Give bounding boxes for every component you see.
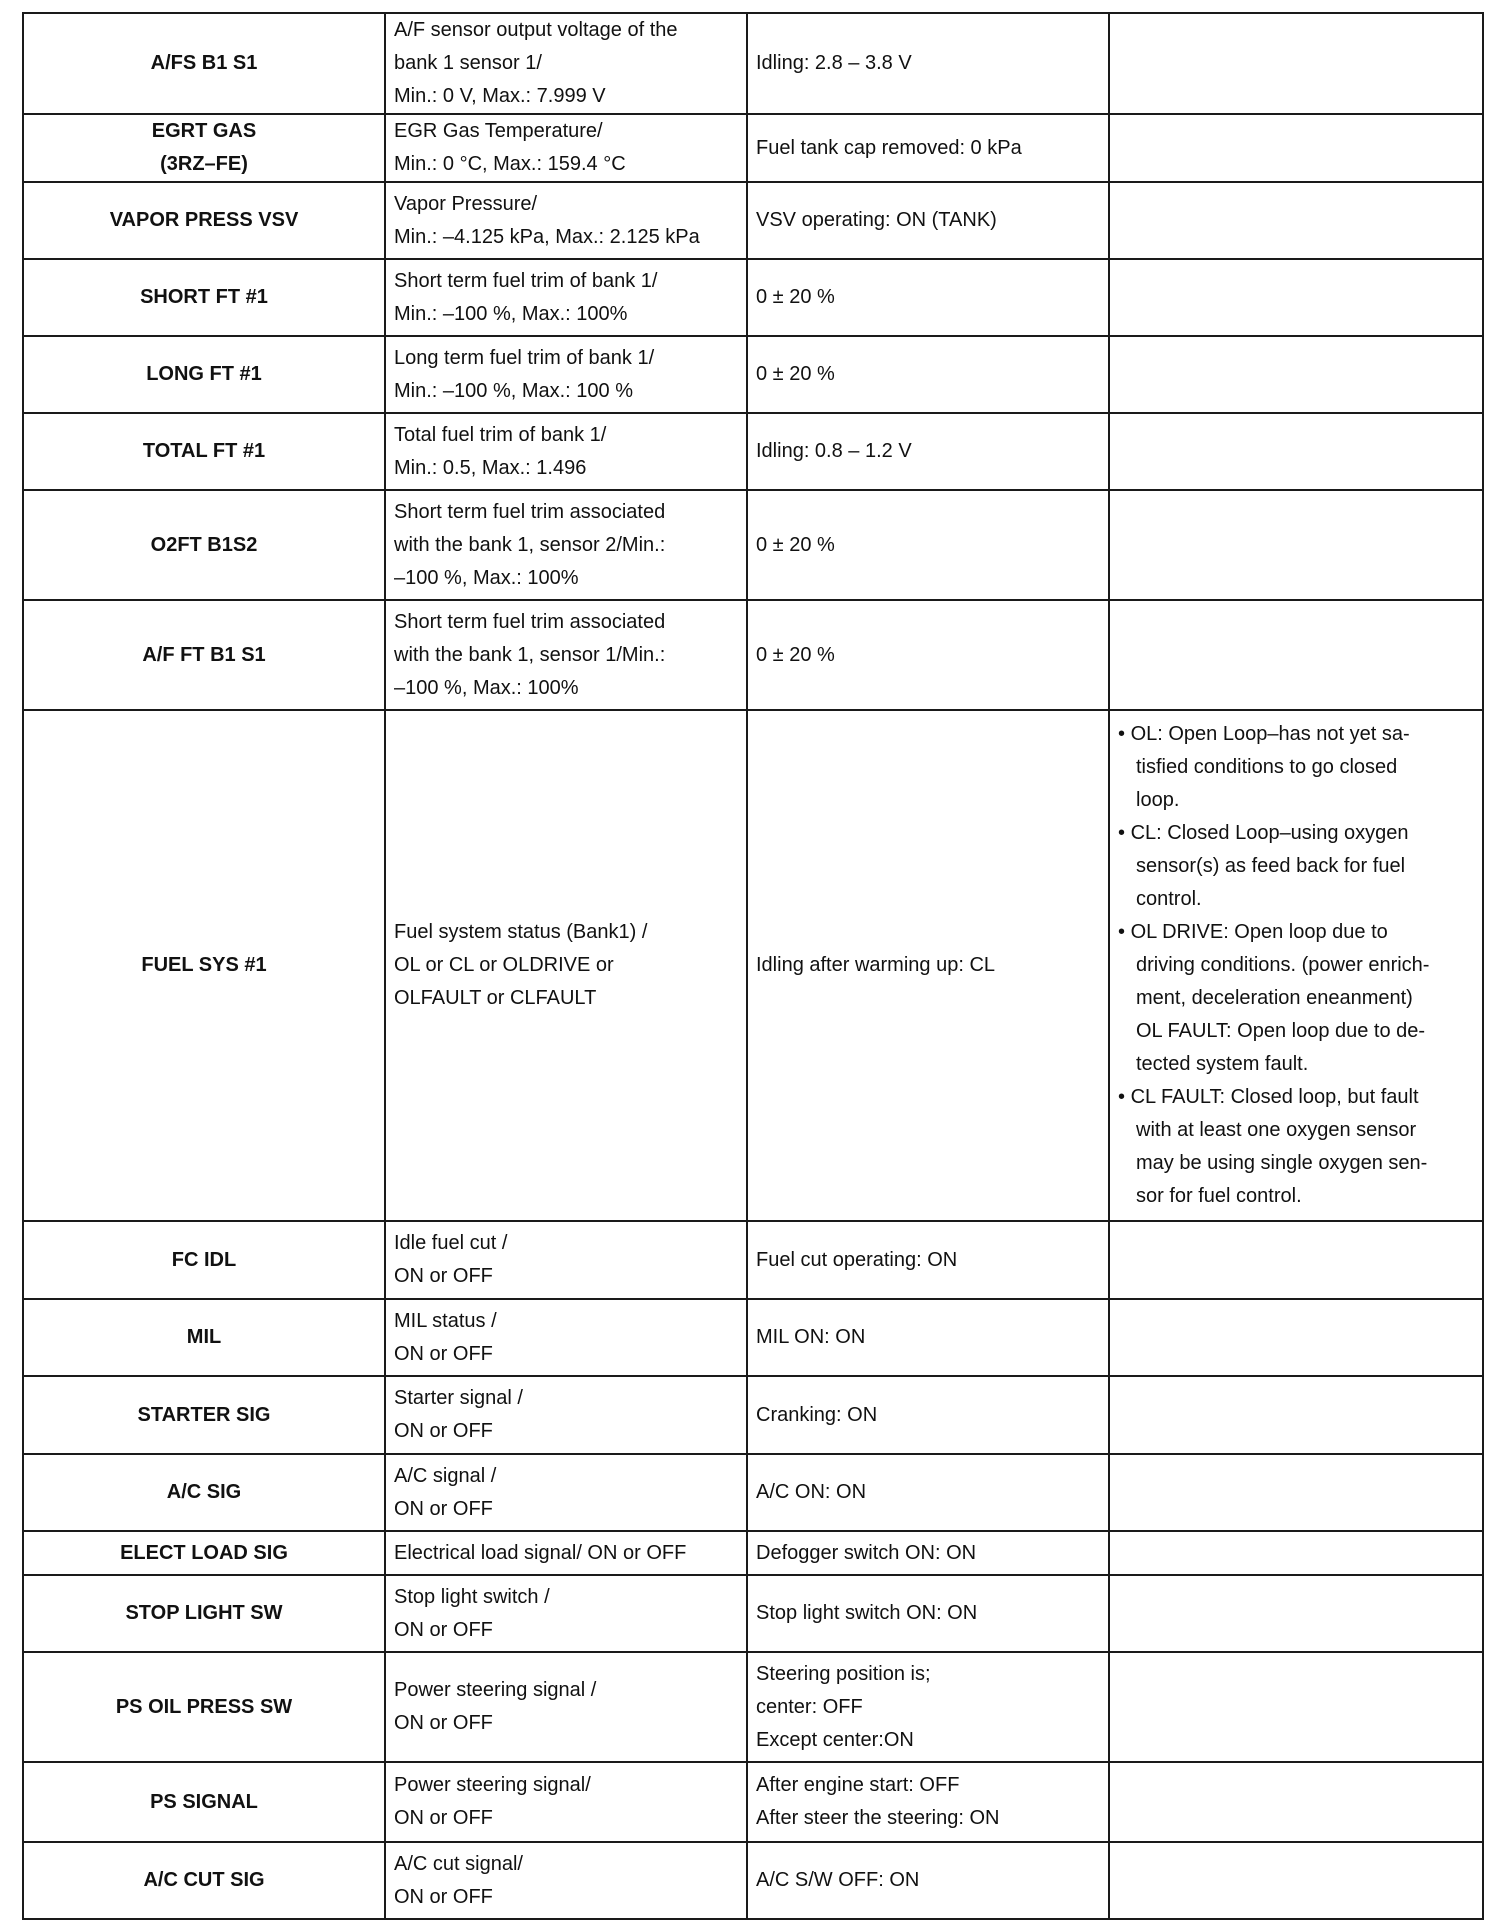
item-name: TOTAL FT #1 [23,413,385,490]
table-row [23,182,1483,259]
normal-condition: MIL ON: ON [747,1299,1109,1376]
table-row [23,1531,1483,1575]
item-description: Idle fuel cut / ON or OFF [385,1221,747,1299]
item-name: FC IDL [23,1221,385,1299]
item-description: Long term fuel trim of bank 1/ Min.: –100 %, Max.: 100 % [385,336,747,413]
table-row [23,1762,1483,1842]
item-description: Stop light switch / ON or OFF [385,1575,747,1652]
item-description: Starter signal / ON or OFF [385,1376,747,1454]
item-description: A/F sensor output voltage of the bank 1 sensor 1/ Min.: 0 V, Max.: 7.999 V [385,13,747,114]
note-ol-drive: • OL DRIVE: Open loop due to driving conditions. (power enrich- ment, deceleration eneanment) OL FAULT: Open loop due to de- tected system fault. [1118,921,1430,1075]
diagnostic-note [1109,490,1483,600]
normal-condition: Steering position is; center: OFF Except center:ON [747,1652,1109,1762]
table-row [23,114,1483,182]
diagnostic-note [1109,1652,1483,1762]
item-name: EGRT GAS (3RZ–FE) [23,114,385,182]
diagnostic-note [1109,600,1483,710]
item-description: Short term fuel trim of bank 1/ Min.: –100 %, Max.: 100% [385,259,747,336]
table-row [23,1652,1483,1762]
item-description: A/C signal / ON or OFF [385,1454,747,1531]
item-name: A/F FT B1 S1 [23,600,385,710]
diagnostic-note [1109,1762,1483,1842]
diagnostic-note [1109,413,1483,490]
table-row [23,413,1483,490]
normal-condition: Defogger switch ON: ON [747,1531,1109,1575]
normal-condition: 0 ± 20 % [747,600,1109,710]
item-description: Electrical load signal/ ON or OFF [385,1531,747,1575]
item-description: Short term fuel trim associated with the bank 1, sensor 1/Min.: –100 %, Max.: 100% [385,600,747,710]
table-row [23,1842,1483,1919]
table-row [23,336,1483,413]
diagnostic-note [1109,114,1483,182]
diagnostic-note [1109,336,1483,413]
item-description: MIL status / ON or OFF [385,1299,747,1376]
diagnostic-note [1109,710,1483,1221]
item-name: A/C CUT SIG [23,1842,385,1919]
item-name: ELECT LOAD SIG [23,1531,385,1575]
table-row [23,490,1483,600]
note-ol: • OL: Open Loop–has not yet sa- tisfied conditions to go closed loop. [1118,723,1410,811]
item-name: SHORT FT #1 [23,259,385,336]
table-row [23,259,1483,336]
item-name: A/FS B1 S1 [23,13,385,114]
diagnostic-data-table [22,12,1484,1920]
diagnostic-note [1109,1299,1483,1376]
normal-condition: Idling after warming up: CL [747,710,1109,1221]
bullet-icon: • [1118,1086,1126,1108]
normal-condition: VSV operating: ON (TANK) [747,182,1109,259]
normal-condition: A/C S/W OFF: ON [747,1842,1109,1919]
item-name: FUEL SYS #1 [23,710,385,1221]
diagnostic-note [1109,1376,1483,1454]
diagnostic-note [1109,259,1483,336]
item-name: STOP LIGHT SW [23,1575,385,1652]
bullet-icon: • [1118,921,1126,943]
item-name: PS SIGNAL [23,1762,385,1842]
normal-condition: Fuel cut operating: ON [747,1221,1109,1299]
item-description: Vapor Pressure/ Min.: –4.125 kPa, Max.: 2.125 kPa [385,182,747,259]
item-name: MIL [23,1299,385,1376]
normal-condition: Idling: 0.8 – 1.2 V [747,413,1109,490]
table-row [23,710,1483,1221]
item-description: Total fuel trim of bank 1/ Min.: 0.5, Max.: 1.496 [385,413,747,490]
normal-condition: 0 ± 20 % [747,490,1109,600]
diagnostic-note [1109,1575,1483,1652]
item-description: A/C cut signal/ ON or OFF [385,1842,747,1919]
diagnostic-note [1109,1842,1483,1919]
diagnostic-note [1109,182,1483,259]
item-name: PS OIL PRESS SW [23,1652,385,1762]
normal-condition: Idling: 2.8 – 3.8 V [747,13,1109,114]
normal-condition: A/C ON: ON [747,1454,1109,1531]
table-row [23,1575,1483,1652]
item-name: LONG FT #1 [23,336,385,413]
normal-condition: 0 ± 20 % [747,259,1109,336]
bullet-icon: • [1118,822,1126,844]
table-row [23,1221,1483,1299]
item-description: Short term fuel trim associated with the bank 1, sensor 2/Min.: –100 %, Max.: 100% [385,490,747,600]
table-row [23,600,1483,710]
note-cl-fault: • CL FAULT: Closed loop, but fault with at least one oxygen sensor may be using single oxygen sen- sor for fuel control. [1118,1086,1428,1207]
table-row [23,1376,1483,1454]
normal-condition: Fuel tank cap removed: 0 kPa [747,114,1109,182]
item-name: STARTER SIG [23,1376,385,1454]
item-name: O2FT B1S2 [23,490,385,600]
item-description: Power steering signal/ ON or OFF [385,1762,747,1842]
diagnostic-note [1109,13,1483,114]
item-description: Power steering signal / ON or OFF [385,1652,747,1762]
diagnostic-note [1109,1531,1483,1575]
item-description: Fuel system status (Bank1) / OL or CL or OLDRIVE or OLFAULT or CLFAULT [385,710,747,1221]
normal-condition: 0 ± 20 % [747,336,1109,413]
normal-condition: After engine start: OFF After steer the steering: ON [747,1762,1109,1842]
diagnostic-note [1109,1221,1483,1299]
normal-condition: Stop light switch ON: ON [747,1575,1109,1652]
table-row [23,13,1483,114]
table-row [23,1454,1483,1531]
diagnostic-note [1109,1454,1483,1531]
normal-condition: Cranking: ON [747,1376,1109,1454]
bullet-icon: • [1118,723,1126,745]
note-cl: • CL: Closed Loop–using oxygen sensor(s) as feed back for fuel control. [1118,822,1409,910]
table-row [23,1299,1483,1376]
item-description: EGR Gas Temperature/ Min.: 0 °C, Max.: 159.4 °C [385,114,747,182]
item-name: VAPOR PRESS VSV [23,182,385,259]
item-name: A/C SIG [23,1454,385,1531]
